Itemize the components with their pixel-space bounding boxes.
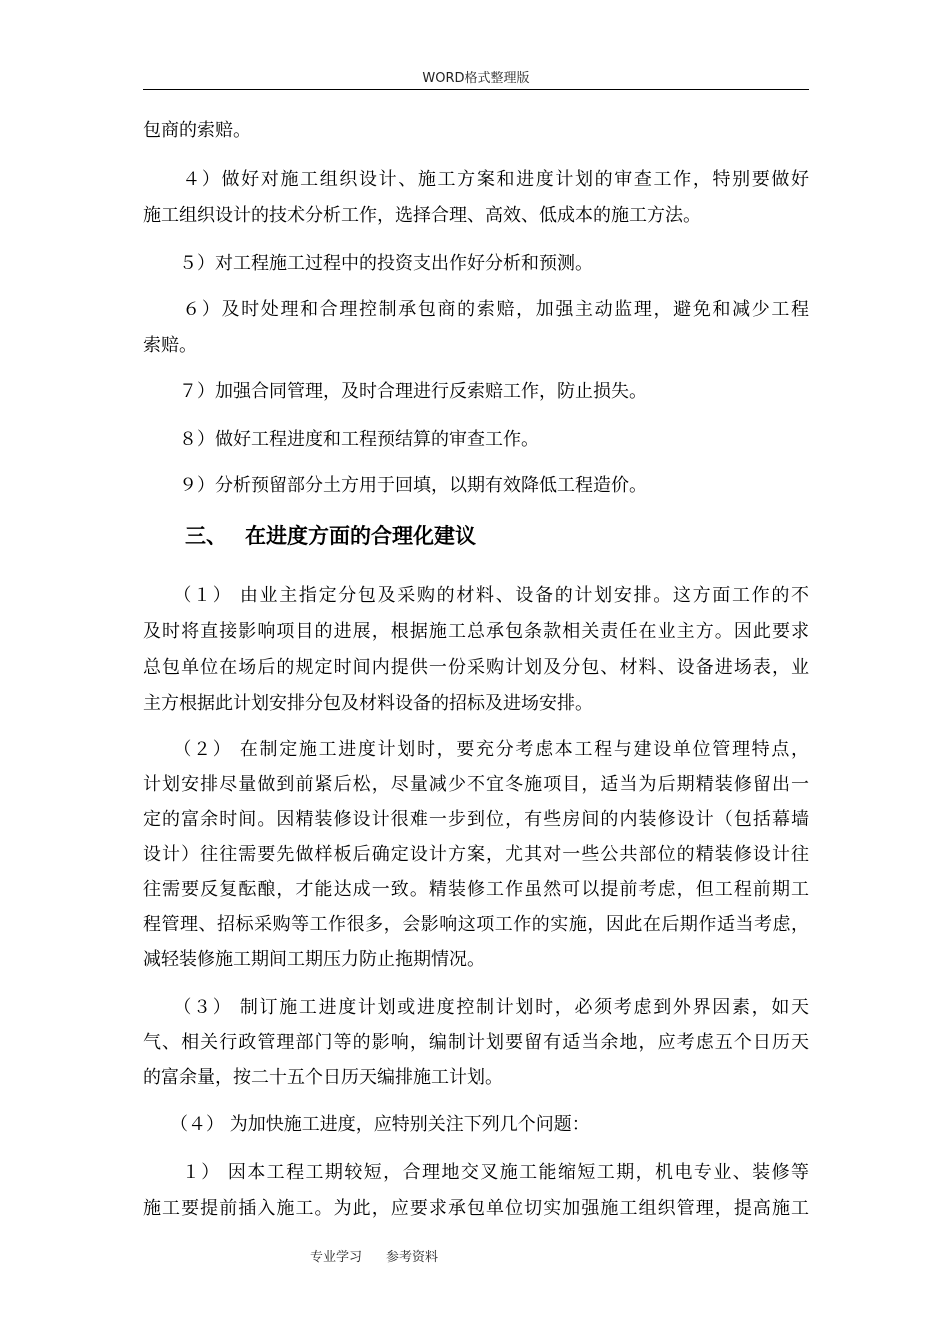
paragraph-line: 设计）往往需要先做样板后确定设计方案，尤其对一些公共部位的精装修设计往 xyxy=(143,844,809,865)
paragraph-line: （２） 在制定施工进度计划时，要充分考虑本工程与建设单位管理特点， xyxy=(143,739,809,760)
paragraph-line: 施工要提前插入施工。为此，应要求承包单位切实加强施工组织管理，提高施工 xyxy=(143,1198,809,1219)
paragraph-line: 索赔。 xyxy=(143,335,197,356)
paragraph-line: 的富余量，按二十五个日历天编排施工计划。 xyxy=(143,1067,503,1088)
paragraph-line: （１） 由业主指定分包及采购的材料、设备的计划安排。这方面工作的不 xyxy=(143,585,809,606)
section-number: 三、 xyxy=(185,524,227,548)
paragraph-line: 总包单位在场后的规定时间内提供一份采购计划及分包、材料、设备进场表，业 xyxy=(143,657,809,678)
header-divider xyxy=(143,89,809,90)
paragraph-line: （４） 为加快施工进度，应特别关注下列几个问题： xyxy=(143,1114,590,1135)
paragraph-line: （３） 制订施工进度计划或进度控制计划时，必须考虑到外界因素，如天 xyxy=(143,997,809,1018)
footer-right-text: 参考资料 xyxy=(386,1250,439,1265)
paragraph-line: ５）对工程施工过程中的投资支出作好分析和预测。 xyxy=(143,253,593,274)
paragraph-line: ８）做好工程进度和工程预结算的审查工作。 xyxy=(143,429,539,450)
paragraph-line: 往需要反复酝酿，才能达成一致。精装修工作虽然可以提前考虑，但工程前期工 xyxy=(143,879,809,900)
paragraph-line: ９）分析预留部分土方用于回填，以期有效降低工程造价。 xyxy=(143,475,647,496)
paragraph-line: 及时将直接影响项目的进展，根据施工总承包条款相关责任在业主方。因此要求 xyxy=(143,621,809,642)
section-heading xyxy=(185,521,476,551)
paragraph-line: 减轻装修施工期间工期压力防止拖期情况。 xyxy=(143,949,485,970)
page-footer xyxy=(310,1249,438,1267)
paragraph-line: 包商的索赔。 xyxy=(143,120,251,141)
paragraph-line: ７）加强合同管理，及时合理进行反索赔工作，防止损失。 xyxy=(143,381,647,402)
paragraph-line: 施工组织设计的技术分析工作，选择合理、高效、低成本的施工方法。 xyxy=(143,205,701,226)
page-header-title: WORD格式整理版 xyxy=(422,71,530,86)
paragraph-line: 定的富余时间。因精装修设计很难一步到位，有些房间的内装修设计（包括幕墙 xyxy=(143,809,809,830)
section-title: 在进度方面的合理化建议 xyxy=(245,524,476,548)
paragraph-line: 气、相关行政管理部门等的影响，编制计划要留有适当余地，应考虑五个日历天 xyxy=(143,1032,809,1053)
paragraph-line: ４）做好对施工组织设计、施工方案和进度计划的审查工作，特别要做好 xyxy=(143,169,809,190)
paragraph-line: 程管理、招标采购等工作很多，会影响这项工作的实施，因此在后期作适当考虑， xyxy=(143,914,809,935)
paragraph-line: １） 因本工程工期较短，合理地交叉施工能缩短工期，机电专业、装修等 xyxy=(143,1162,809,1183)
paragraph-line: 主方根据此计划安排分包及材料设备的招标及进场安排。 xyxy=(143,693,593,714)
footer-left-text: 专业学习 xyxy=(310,1250,363,1265)
paragraph-line: 计划安排尽量做到前紧后松，尽量减少不宜冬施项目，适当为后期精装修留出一 xyxy=(143,774,809,795)
paragraph-line: ６）及时处理和合理控制承包商的索赔，加强主动监理，避免和减少工程 xyxy=(143,299,809,320)
